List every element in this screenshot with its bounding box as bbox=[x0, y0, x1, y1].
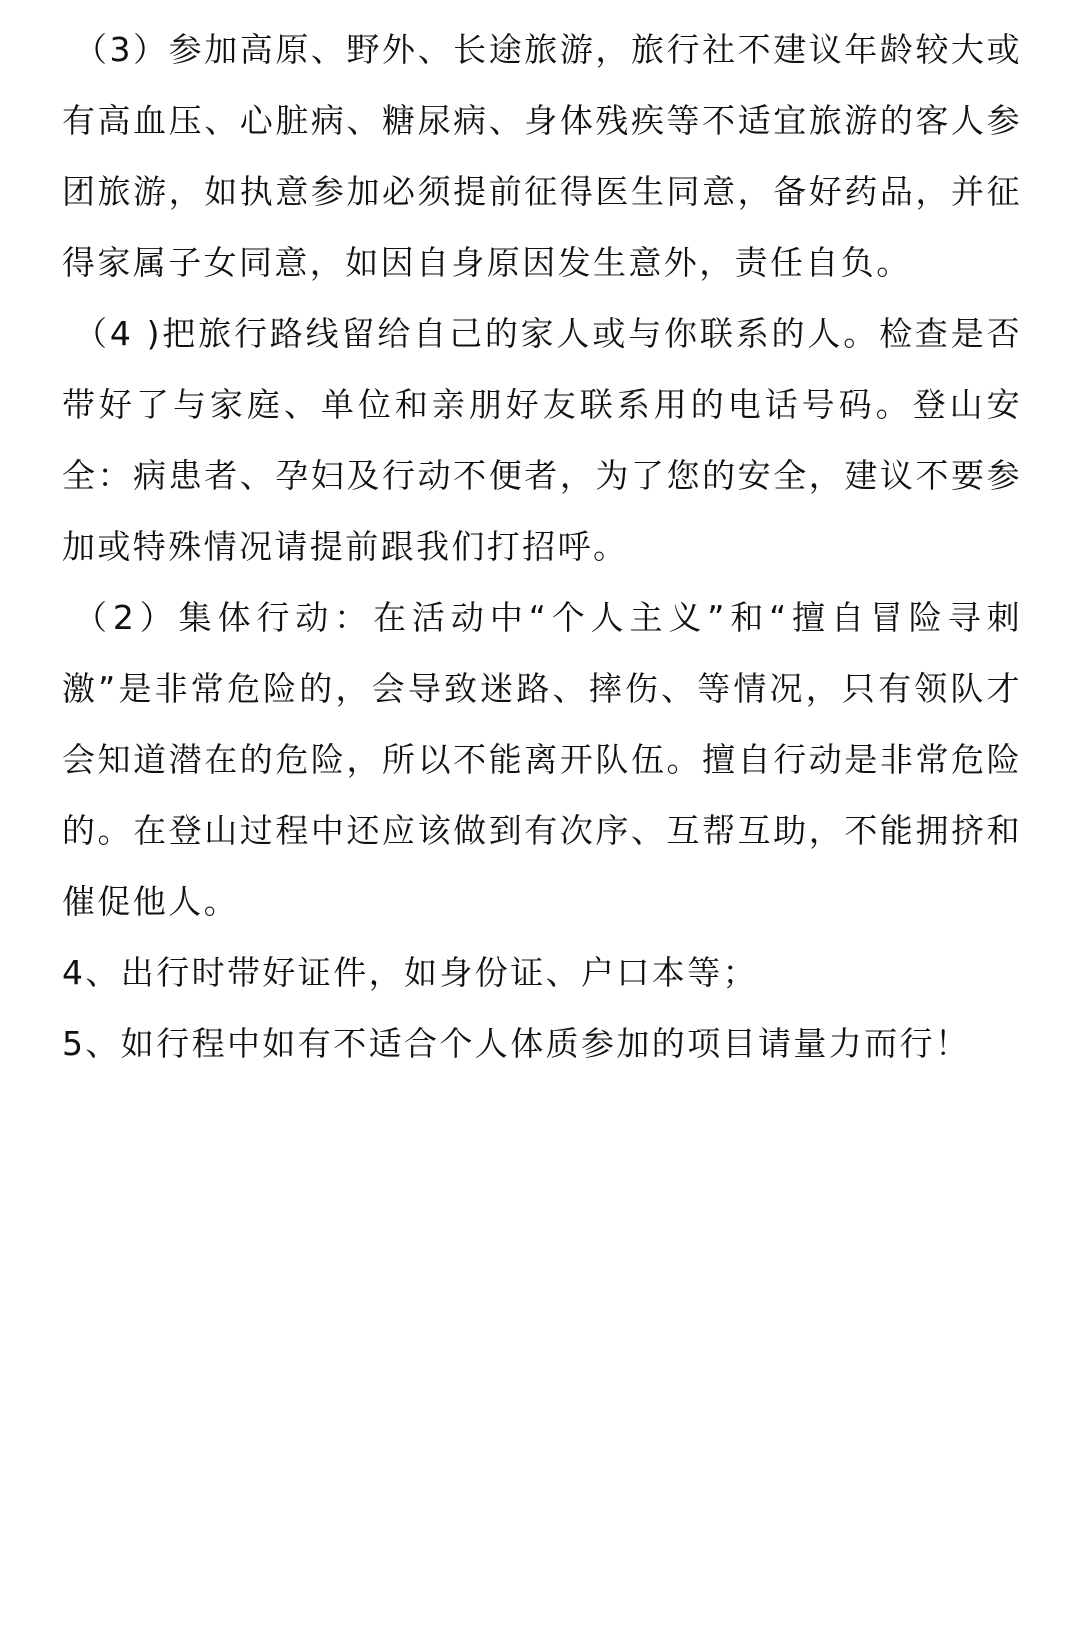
paragraph-route-and-contacts: （4 )把旅行路线留给自己的家人或与你联系的人。检查是否带好了与家庭、单位和亲朋好友联系用的电话号码。登山安全：病患者、孕妇及行动不便者，为了您的安全，建议不要参加或特殊情况请提前跟我们打招呼。 bbox=[62, 314, 1022, 566]
paragraph-group-action: （2）集体行动：在活动中“个人主义”和“擅自冒险寻刺激”是非常危险的，会导致迷路、摔伤、等情况，只有领队才会知道潜在的危险，所以不能离开队伍。擅自行动是非常危险的。在登山过程中还应该做到有次序、互帮互助，不能拥挤和催促他人。 bbox=[62, 598, 1022, 921]
paragraph-bring-documents: 4、出行时带好证件，如身份证、户口本等； bbox=[62, 953, 758, 992]
paragraph-altitude-travel-warning: （3）参加高原、野外、长途旅游，旅行社不建议年龄较大或有高血压、心脏病、糖尿病、身体残疾等不适宜旅游的客人参团旅游，如执意参加必须提前征得医生同意，备好药品，并征得家属子女同意，如因自身原因发生意外，责任自负。 bbox=[62, 30, 1022, 282]
paragraph-act-within-ability: 5、如行程中如有不适合个人体质参加的项目请量力而行！ bbox=[62, 1024, 971, 1063]
